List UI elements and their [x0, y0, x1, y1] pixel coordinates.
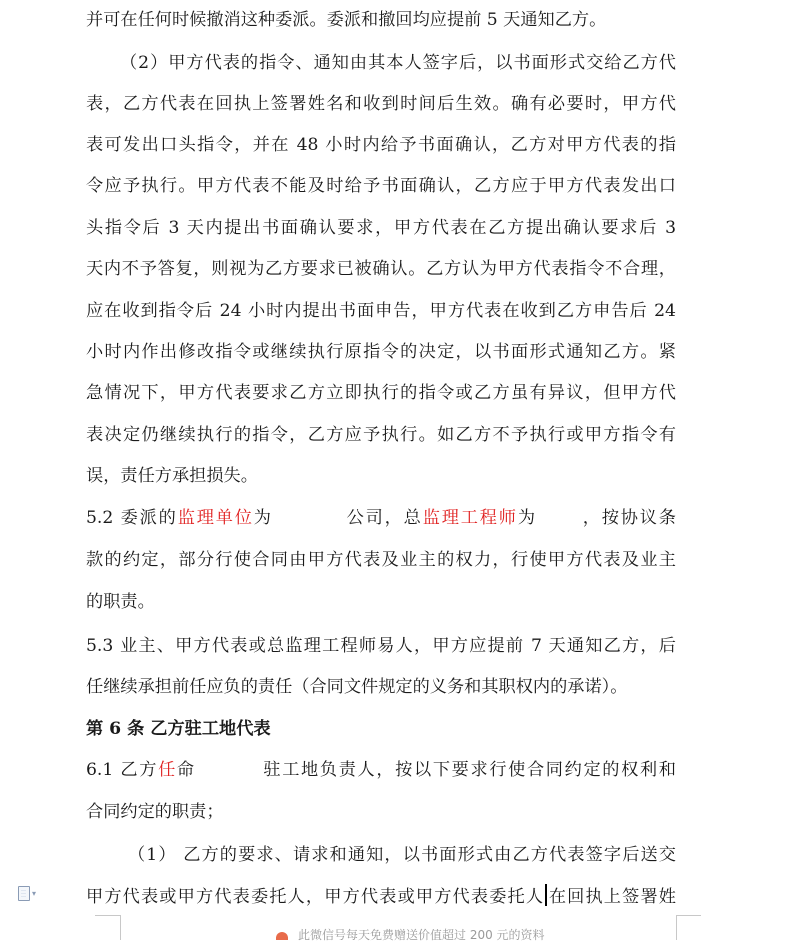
paragraph-line: 任继续承担前任应负的责任（合同文件规定的义务和其职权内的承诺）。 — [86, 677, 628, 697]
clause-5-2-line — [86, 506, 676, 530]
page-corner-mark — [120, 915, 121, 940]
paragraph-line: 令应予执行。甲方代表不能及时给予书面确认，乙方应于甲方代表发出口 — [86, 176, 676, 196]
footer-badge-icon — [276, 932, 288, 940]
document-menu-icon[interactable] — [18, 884, 42, 902]
paragraph-line: 误，责任方承担损失。 — [86, 466, 258, 486]
paragraph-line: 合同约定的职责； — [86, 802, 224, 822]
document-icon — [18, 886, 30, 901]
paragraph-line: 天内不予答复，则视为乙方要求已被确认。乙方认为甲方代表指令不合理， — [86, 259, 676, 279]
clause-5-3-line: 5.3 业主、甲方代表或总监理工程师易人，甲方应提前 7 天通知乙方，后 — [86, 636, 676, 656]
item-text: 在回执上签署姓 — [547, 887, 676, 907]
clause-text: 命 — [176, 760, 196, 780]
clause-text: 6.1 乙方 — [86, 760, 159, 780]
paragraph-line: 款的约定，部分行使合同由甲方代表及业主的权力，行使甲方代表及业主 — [86, 550, 676, 570]
highlight-term: 任 — [158, 760, 177, 780]
clause-text: 5.2 委派的 — [86, 508, 178, 528]
clause-text: 为 — [517, 508, 537, 528]
paragraph-line: 表可发出口头指令，并在 48 小时内给予书面确认，乙方对甲方代表的指 — [86, 135, 676, 155]
paragraph-line: 应在收到指令后 24 小时内提出书面申告，甲方代表在收到乙方申告后 24 — [86, 301, 676, 321]
footer-notice: 此微信号每天免费赠送价值超过 200 元的资料 — [298, 928, 545, 942]
clause-text: 为 — [253, 508, 273, 528]
paragraph-line: 表决定仍继续执行的指令，乙方应予执行。如乙方不予执行或甲方指令有 — [86, 425, 676, 445]
item-1-line: （1） 乙方的要求、请求和通知，以书面形式由乙方代表签字后送交 — [128, 845, 676, 865]
highlight-term: 监理工程师 — [422, 508, 518, 528]
page-corner-mark — [676, 915, 677, 940]
page-corner-mark — [95, 915, 120, 916]
article-heading: 第 6 条 乙方驻工地代表 — [86, 719, 271, 739]
paragraph-line: 急情况下，甲方代表要求乙方立即执行的指令或乙方虽有异议，但甲方代 — [86, 383, 676, 403]
clause-text: ，按协议条 — [580, 508, 676, 528]
paragraph-line: 的职责。 — [86, 592, 155, 612]
clause-6-1-line — [86, 758, 676, 782]
clause-text: 驻工地负责人，按以下要求行使合同约定的权利和 — [261, 760, 676, 780]
caret-down-icon: ▾ — [32, 888, 37, 898]
paragraph-line: 并可在任何时候撤消这种委派。委派和撤回均应提前 5 天通知乙方。 — [86, 10, 607, 30]
clause-text: 公司，总 — [344, 508, 423, 528]
paragraph-line: （2）甲方代表的指令、通知由其本人签字后，以书面形式交给乙方代 — [120, 53, 676, 73]
paragraph-line: 小时内作出修改指令或继续执行原指令的决定，以书面形式通知乙方。紧 — [86, 342, 676, 362]
page-corner-mark — [676, 915, 701, 916]
paragraph-line: 头指令后 3 天内提出书面确认要求，甲方代表在乙方提出确认要求后 3 — [86, 218, 676, 238]
text-cursor — [545, 884, 547, 906]
paragraph-line: 表，乙方代表在回执上签署姓名和收到时间后生效。确有必要时，甲方代 — [86, 94, 676, 114]
item-1-line-with-cursor[interactable] — [86, 884, 676, 908]
highlight-term: 监理单位 — [177, 508, 254, 528]
item-text: 甲方代表或甲方代表委托人，甲方代表或甲方代表委托人 — [86, 887, 545, 907]
